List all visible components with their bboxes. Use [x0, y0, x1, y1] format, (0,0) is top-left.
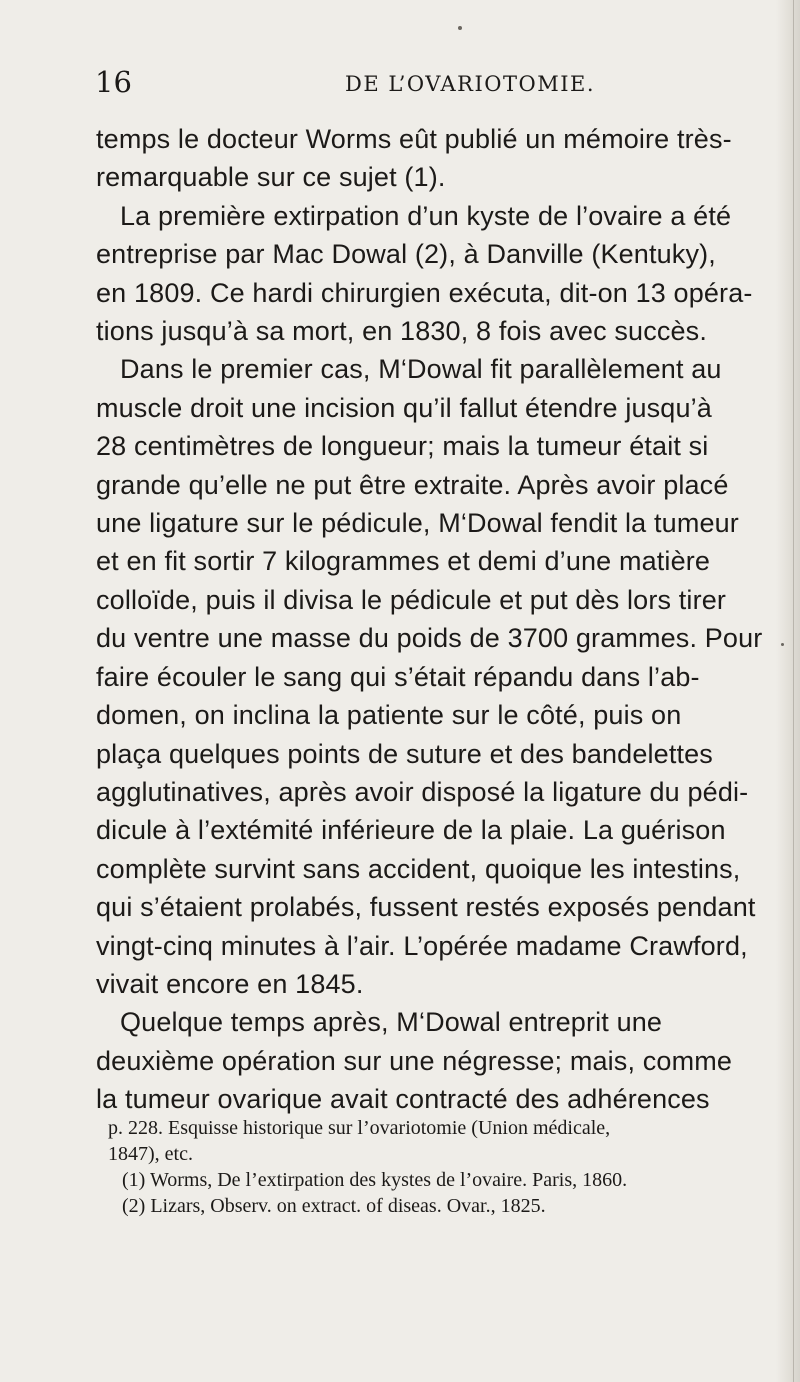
text-line: entreprise par Mac Dowal (2), à Danville (Kentuky),: [96, 239, 716, 270]
text-line: et en fit sortir 7 kilogrammes et demi d’une matière: [96, 546, 711, 577]
body-text: [96, 120, 763, 1119]
text-line: remarquable sur ce sujet (1).: [96, 162, 446, 193]
text-line: grande qu’elle ne put être extraite. Après avoir placé: [96, 469, 729, 500]
text-line: temps le docteur Worms eût publié un mémoire très-: [96, 124, 732, 154]
text-line: colloïde, puis il divisa le pédicule et put dès lors tirer: [96, 584, 727, 615]
footnote-2: (2) Lizars, Observ. on extract. of diseas. Ovar., 1825.: [122, 1195, 546, 1217]
text-line: une ligature sur le pédicule, M‘Dowal fendit la tumeur: [96, 508, 739, 539]
text-line: tions jusqu’à sa mort, en 1830, 8 fois avec succès.: [96, 316, 707, 347]
text-line: Quelque temps après, M‘Dowal entreprit une: [120, 1007, 663, 1038]
page-edge-shadow: [776, 0, 800, 1382]
page-number: 16: [95, 65, 132, 99]
text-line: complète survint sans accident, quoique les intestins,: [96, 853, 741, 884]
text-line: qui s’étaient prolabés, fussent restés exposés pendant: [96, 892, 756, 923]
text-line: du ventre une masse du poids de 3700 grammes. Pour: [96, 623, 763, 654]
text-line: 28 centimètres de longueur; mais la tumeur était si: [96, 431, 709, 462]
text-line: deuxième opération sur une négresse; mais, comme: [96, 1045, 733, 1076]
page-edge-line: [793, 0, 794, 1382]
paper-speck: [781, 643, 784, 646]
footnote-1: (1) Worms, De l’extirpation des kystes de l’ovaire. Paris, 1860.: [122, 1169, 628, 1191]
text-line: domen, on inclina la patiente sur le côté, puis on: [96, 700, 682, 731]
footnote-line: p. 228. Esquisse historique sur l’ovariotomie (Union médicale,: [108, 1117, 611, 1139]
text-line: vingt-cinq minutes à l’air. L’opérée madame Crawford,: [96, 930, 748, 961]
text-line: agglutinatives, après avoir disposé la ligature du pédi-: [96, 776, 749, 807]
footnotes: [108, 1115, 748, 1219]
page-header: [95, 62, 745, 102]
text-line: La première extirpation d’un kyste de l’ovaire a été: [120, 200, 732, 231]
text-line: faire écouler le sang qui s’était répandu dans l’ab-: [96, 661, 700, 692]
text-line: la tumeur ovarique avait contracté des adhérences: [96, 1084, 710, 1115]
footnote-line: 1847), etc.: [108, 1143, 193, 1165]
text-line: Dans le premier cas, M‘Dowal fit parallèlement au: [120, 354, 722, 385]
paper-speck: [458, 26, 462, 30]
text-line: vivait encore en 1845.: [96, 968, 364, 999]
text-line: dicule à l’extémité inférieure de la plaie. La guérison: [96, 815, 726, 846]
text-line: plaça quelques points de suture et des bandelettes: [96, 738, 713, 769]
text-line: en 1809. Ce hardi chirurgien exécuta, dit-on 13 opéra-: [96, 277, 753, 308]
running-head: DE L’OVARIOTOMIE.: [345, 72, 596, 96]
text-line: muscle droit une incision qu’il fallut étendre jusqu’à: [96, 392, 712, 423]
